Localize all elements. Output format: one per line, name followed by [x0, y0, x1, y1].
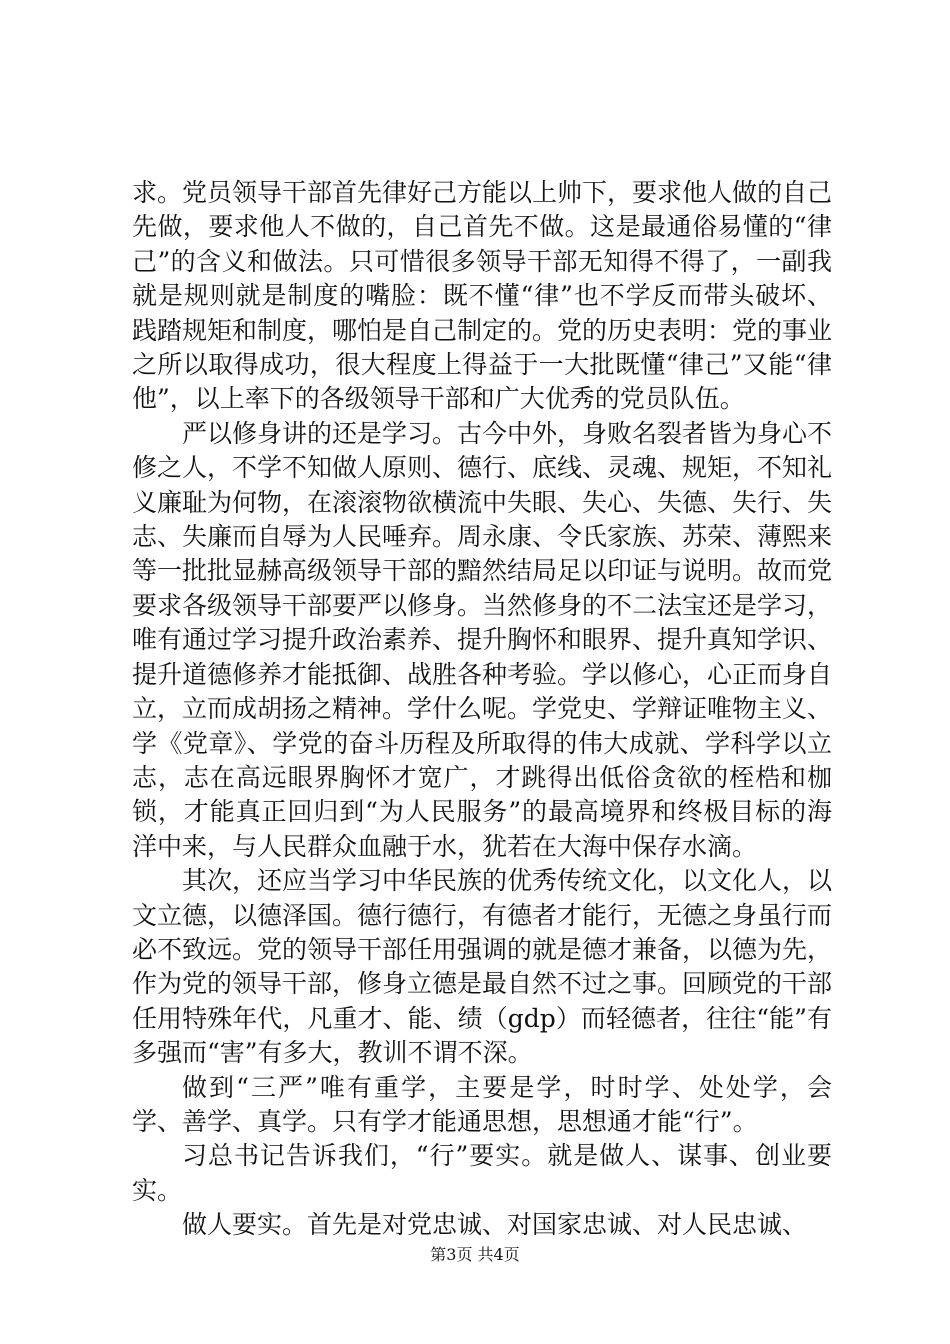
page-number-footer: 第3页 共4页: [430, 1245, 520, 1264]
document-body: [132, 176, 832, 1243]
paragraph-three-strict: 做到“三严”唯有重学，主要是学，时时学、处处学，会学、善学、真学。只有学才能通思想，思想通才能“行”。: [132, 1072, 832, 1136]
paragraph-be-honest-person: 做人要实。首先是对党忠诚、对国家忠诚、对人民忠诚、: [182, 1210, 808, 1240]
paragraph-traditional-culture: 其次，还应当学习中华民族的优秀传统文化，以文化人，以文立德，以德泽国。德行德行，有德者才能行，无德之身虽行而必不致远。党的领导干部任用强调的就是德才兼备，以德为先，作为党的领导干部，修身立德是最自然不过之事。回顾党的干部任用特殊年代，凡重才、能、绩（gdp）而轻德者，往往“能”有多强而“害”有多大，教训不谓不深。: [132, 866, 833, 1068]
paragraph-be-practical: 习总书记告诉我们，“行”要实。就是做人、谋事、创业要实。: [132, 1141, 832, 1205]
paragraph-self-cultivation: 严以修身讲的还是学习。古今中外，身败名裂者皆为身心不修之人，不学不知做人原则、德行、底线、灵魂、规矩，不知礼义廉耻为何物，在滚滚物欲横流中失眼、失心、失德、失行、失志、失廉而自辱为人民唾弃。周永康、令氏家族、苏荣、薄熙来等一批批显赫高级领导干部的黯然结局足以印证与说明。故而党要求各级领导干部要严以修身。当然修身的不二法宝还是学习，唯有通过学习提升政治素养、提升胸怀和眼界、提升真知学识、提升道德修养才能抵御、战胜各种考验。学以修心，心正而身自立，立而成胡扬之精神。学什么呢。学党史、学辩证唯物主义、学《党章》、学党的奋斗历程及所取得的伟大成就、学科学以立志，志在高远眼界胸怀才宽广，才跳得出低俗贪欲的桎梏和枷锁，才能真正回归到“为人民服务”的最高境界和终极目标的海洋中来，与人民群众血融于水，犹若在大海中保存水滴。: [132, 418, 833, 861]
paragraph-continuation: 求。党员领导干部首先律好己方能以上帅下，要求他人做的自己先做，要求他人不做的，自己首先不做。这是最通俗易懂的“律己”的含义和做法。只可惜很多领导干部无知得不得了，一副我就是规则就是制度的嘴脸：既不懂“律”也不学反而带头破坏、践踏规矩和制度，哪怕是自己制定的。党的历史表明：党的事业之所以取得成功，很大程度上得益于一大批既懂“律己”又能“律他”，以上率下的各级领导干部和广大优秀的党员队伍。: [132, 178, 833, 414]
